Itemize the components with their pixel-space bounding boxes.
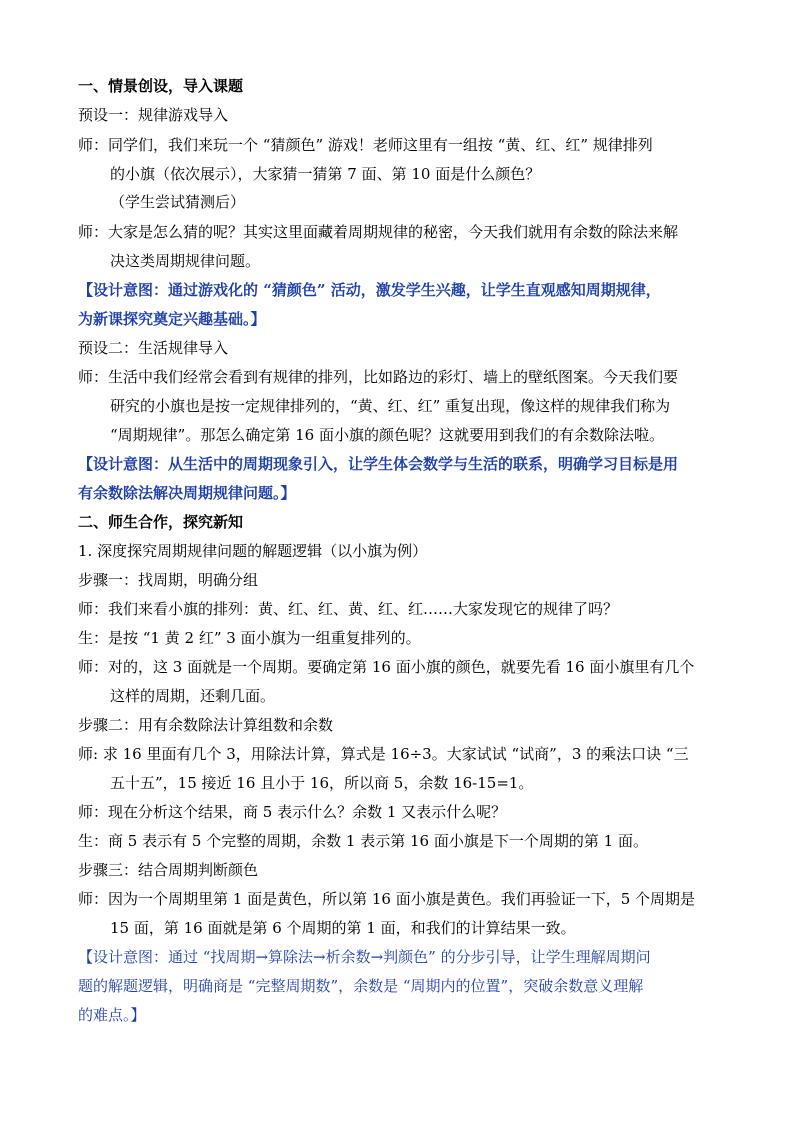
step-heading-1: 步骤一：找周期，明确分组 — [78, 571, 259, 589]
paragraph-line: 师：现在分析这个结果，商 5 表示什么？余数 1 又表示什么呢？ — [78, 803, 507, 821]
paragraph-line: 这样的周期，还剩几面。 — [110, 687, 276, 705]
paragraph-line: 师：同学们，我们来玩一个 “猜颜色” 游戏！老师这里有一组按 “黄、红、红” 规律排列 — [78, 136, 653, 154]
design-intent-note: 为新课探究奠定兴趣基础。】 — [78, 310, 266, 328]
design-intent-note: 【设计意图：从生活中的周期现象引入，让学生体会数学与生活的联系，明确学习目标是用 — [78, 455, 679, 473]
paragraph-line: 五十五”，15 接近 16 且小于 16，所以商 5，余数 16-15=1。 — [110, 774, 534, 792]
paragraph-line: 1. 深度探究周期规律问题的解题逻辑（以小旗为例） — [78, 542, 428, 560]
subheading-preset-2: 预设二：生活规律导入 — [78, 339, 229, 357]
paragraph-line: 生：商 5 表示有 5 个完整的周期，余数 1 表示第 16 面小旗是下一个周期的第 1 面。 — [78, 832, 648, 850]
paragraph-line: 师: 求 16 里面有几个 3，用除法计算，算式是 16÷3。大家试试 “试商”，3 的乘法口诀 “三 — [78, 745, 689, 763]
design-intent-note: 有余数除法解决周期规律问题。】 — [78, 484, 296, 502]
design-intent-note: 【设计意图：通过 “找周期→算除法→析余数→判颜色” 的分步引导，让学生理解周期问 — [78, 948, 651, 966]
paragraph-line: 决这类周期规律问题。 — [110, 252, 261, 270]
paragraph-line: 的小旗（依次展示），大家猜一猜第 7 面、第 10 面是什么颜色？ — [110, 165, 541, 183]
paragraph-line: 研究的小旗也是按一定规律排列的，“黄、红、红” 重复出现，像这样的规律我们称为 — [110, 397, 671, 415]
section-heading-1: 一、情景创设，导入课题 — [78, 77, 244, 95]
design-intent-note: 【设计意图：通过游戏化的 “猜颜色” 活动，激发学生兴趣，让学生直观感知周期规律， — [78, 281, 661, 299]
paragraph-line: 师：我们来看小旗的排列：黄、红、红、黄、红、红……大家发现它的规律了吗？ — [78, 600, 619, 618]
paragraph-line: “周期规律”。那怎么确定第 16 面小旗的颜色呢？这就要用到我们的有余数除法啦。 — [110, 426, 664, 444]
section-heading-2: 二、师生合作，探究新知 — [78, 513, 244, 531]
paragraph-line: 师：生活中我们经常会看到有规律的排列，比如路边的彩灯、墙上的壁纸图案。今天我们要 — [78, 368, 679, 386]
design-intent-note: 题的解题逻辑，明确商是 “完整周期数”，余数是 “周期内的位置”，突破余数意义理解 — [78, 977, 644, 995]
design-intent-note: 的难点。】 — [78, 1006, 146, 1024]
paragraph-line: 师：因为一个周期里第 1 面是黄色，所以第 16 面小旗是黄色。我们再验证一下，5 个周期是 — [78, 890, 696, 908]
subheading-preset-1: 预设一：规律游戏导入 — [78, 106, 229, 124]
paragraph-line: （学生尝试猜测后） — [110, 193, 246, 211]
paragraph-line: 师：大家是怎么猜的呢？其实这里面藏着周期规律的秘密，今天我们就用有余数的除法来解 — [78, 223, 679, 241]
paragraph-line: 生：是按 “1 黄 2 红” 3 面小旗为一组重复排列的。 — [78, 629, 421, 647]
paragraph-line: 师：对的，这 3 面就是一个周期。要确定第 16 面小旗的颜色，就要先看 16 面小旗里有几个 — [78, 658, 695, 676]
step-heading-3: 步骤三：结合周期判断颜色 — [78, 861, 259, 879]
paragraph-line: 15 面，第 16 面就是第 6 个周期的第 1 面，和我们的计算结果一致。 — [110, 919, 576, 937]
step-heading-2: 步骤二：用有余数除法计算组数和余数 — [78, 716, 334, 734]
